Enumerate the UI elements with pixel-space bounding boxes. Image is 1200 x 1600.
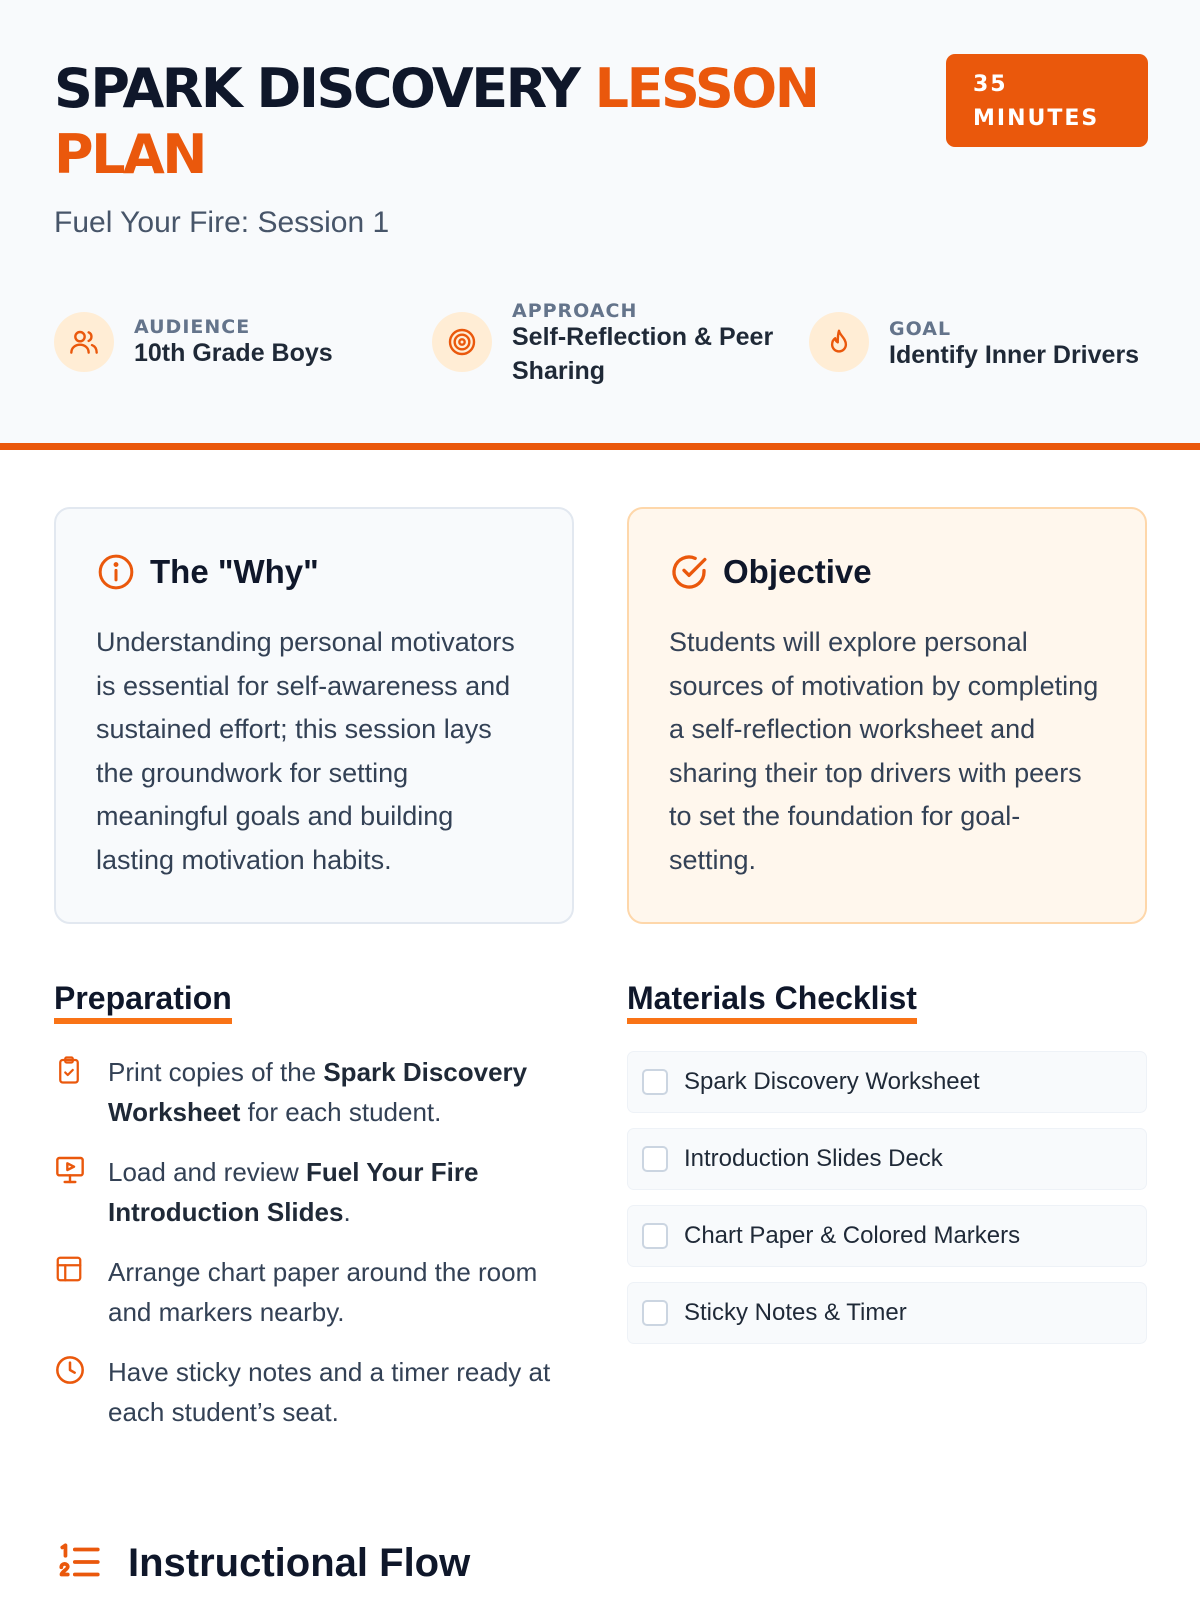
page-subtitle: Fuel Your Fire: Session 1 — [54, 206, 390, 239]
meta-audience — [54, 296, 394, 396]
checklist-item[interactable] — [627, 1128, 1147, 1190]
duration-badge — [946, 54, 1148, 147]
meta-value: Identify Inner Drivers — [889, 341, 1140, 369]
why-body: Understanding personal motivators is essential for self-awareness and sustained effort; this session lays the groundwork for setting meaningful goals and building lasting motivation habits. — [96, 627, 515, 875]
target-icon — [432, 312, 492, 372]
duration-number: 35 — [973, 72, 1008, 97]
list-ordered-icon — [54, 1537, 106, 1589]
checklist-label: Introduction Slides Deck — [684, 1145, 943, 1172]
presentation-icon — [54, 1154, 86, 1186]
prep-emphasis: Spark Discovery Worksheet — [108, 1057, 528, 1127]
checklist-item[interactable] — [627, 1282, 1147, 1344]
meta-label: GOAL — [889, 318, 952, 340]
checklist-item[interactable] — [627, 1205, 1147, 1267]
why-title: The "Why" — [150, 553, 319, 590]
checklist-label: Spark Discovery Worksheet — [684, 1068, 980, 1095]
checkbox[interactable] — [642, 1146, 668, 1172]
checkbox[interactable] — [642, 1223, 668, 1249]
layout-icon — [54, 1254, 86, 1286]
objective-title: Objective — [723, 553, 872, 590]
checkbox[interactable] — [642, 1300, 668, 1326]
materials-checklist — [627, 1051, 1147, 1359]
meta-value: 10th Grade Boys — [134, 339, 333, 367]
duration-unit: MINUTES — [973, 106, 1100, 131]
prep-text: for each student. — [240, 1097, 442, 1127]
checklist-item[interactable] — [627, 1051, 1147, 1113]
meta-label: APPROACH — [512, 300, 638, 322]
clock-icon — [54, 1354, 86, 1386]
prep-text: Have sticky notes and a timer ready at each student’s seat. — [108, 1357, 551, 1427]
why-card — [54, 507, 574, 924]
page-title — [54, 56, 914, 188]
checkbox[interactable] — [642, 1069, 668, 1095]
prep-text: Load and review — [108, 1157, 307, 1187]
materials-heading: Materials Checklist — [627, 978, 917, 1024]
title-accent-lesson: LESSON — [594, 57, 818, 120]
objective-body: Students will explore personal sources of motivation by completing a self-reflection worksheet and sharing their top drivers with peers to set the foundation for goal-setting. — [669, 627, 1099, 875]
users-icon — [54, 312, 114, 372]
instructional-flow-heading — [54, 1537, 470, 1589]
info-icon — [96, 552, 136, 592]
title-accent-plan: PLAN — [54, 123, 205, 186]
preparation-list — [54, 1052, 574, 1452]
list-item — [54, 1152, 574, 1232]
clipboard-check-icon — [54, 1054, 86, 1086]
meta-label: AUDIENCE — [134, 316, 251, 338]
instructional-flow-title: Instructional Flow — [128, 1540, 471, 1585]
meta-value: Self-Reflection & Peer Sharing — [512, 323, 774, 385]
preparation-heading: Preparation — [54, 978, 232, 1024]
checklist-label: Sticky Notes & Timer — [684, 1299, 907, 1326]
checklist-label: Chart Paper & Colored Markers — [684, 1222, 1021, 1249]
lesson-header — [0, 0, 1200, 450]
prep-text: Print copies of the — [108, 1057, 324, 1087]
prep-text: Arrange chart paper around the room and markers nearby. — [108, 1257, 538, 1327]
check-circle-icon — [669, 552, 709, 592]
title-main: SPARK DISCOVERY — [54, 57, 579, 120]
meta-goal — [809, 296, 1169, 396]
objective-card — [627, 507, 1147, 924]
prep-text: . — [343, 1197, 351, 1227]
meta-approach — [432, 296, 772, 396]
list-item — [54, 1352, 574, 1432]
list-item — [54, 1252, 574, 1332]
flame-icon — [809, 312, 869, 372]
list-item — [54, 1052, 574, 1132]
prep-emphasis: Fuel Your Fire Introduction Slides — [108, 1157, 479, 1227]
